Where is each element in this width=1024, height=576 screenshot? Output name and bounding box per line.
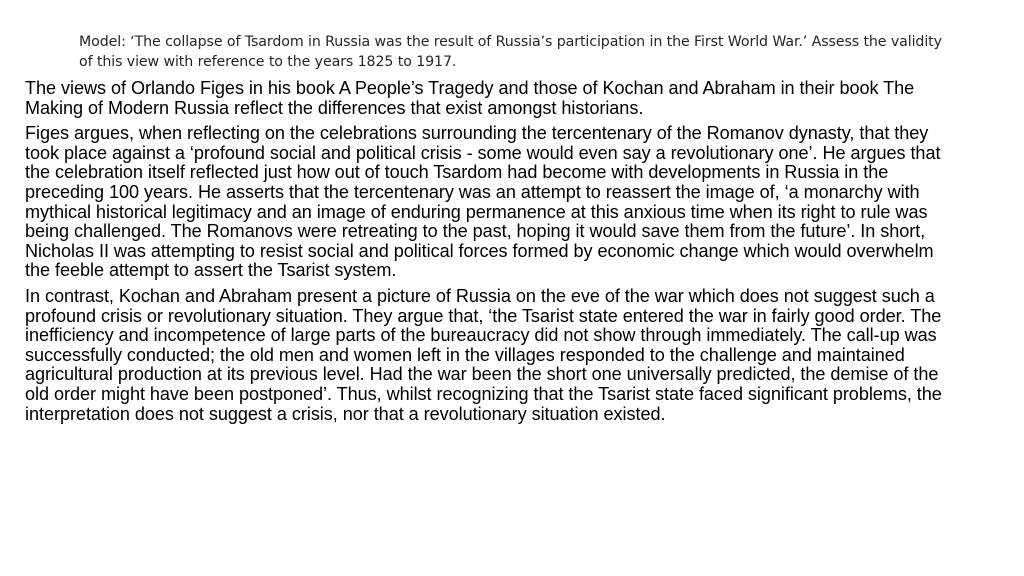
paragraph-kochan-abraham: In contrast, Kochan and Abraham present a picture of Russia on the eve of the war which does not suggest such a profound crisis or revolutionary situation. They argue that, ‘the Tsarist state entered the war in fairly good order. The inefficiency and incompetence of large parts of the bureaucracy did not show through immediately. The call-up was successfully conducted; the old men and women left in the villages responded to the challenge and maintained agricultural production at its previous level. Had the war been the short one universally predicted, the demise of the old order might have been postponed’. Thus, whilst recognizing that the Tsarist state faced significant problems, the interpretation does not suggest a crisis, nor that a revolutionary situation existed.	[25, 285, 942, 424]
paragraph-intro: The views of Orlando Figes in his book A People’s Tragedy and those of Kochan and Abraham in their book The Making of Modern Russia reflect the differences that exist amongst historians.	[25, 78, 915, 118]
slide-body	[25, 79, 960, 430]
slide-title: Model: ‘The collapse of Tsardom in Russia was the result of Russia’s participation in the First World War.’ Assess the validity of this view with reference to the years 1825 to 1917.	[79, 34, 942, 70]
paragraph-figes: Figes argues, when reflecting on the celebrations surrounding the tercentenary of the Romanov dynasty, that they took place against a ‘profound social and political crisis - some would even say a revolutionary one’. He argues that the celebration itself reflected just how out of touch Tsardom had become with developments in Russia in the preceding 100 years. He asserts that the tercentenary was an attempt to reassert the image of, ‘a monarchy with mythical historical legitimacy and an image of enduring permanence at this anxious time when its right to rule was being challenged. The Romanovs were retreating to the past, hoping it would save them from the future’. In short, Nicholas II was attempting to resist social and political forces formed by economic change which would overwhelm the feeble attempt to assert the Tsarist system.	[25, 123, 941, 281]
